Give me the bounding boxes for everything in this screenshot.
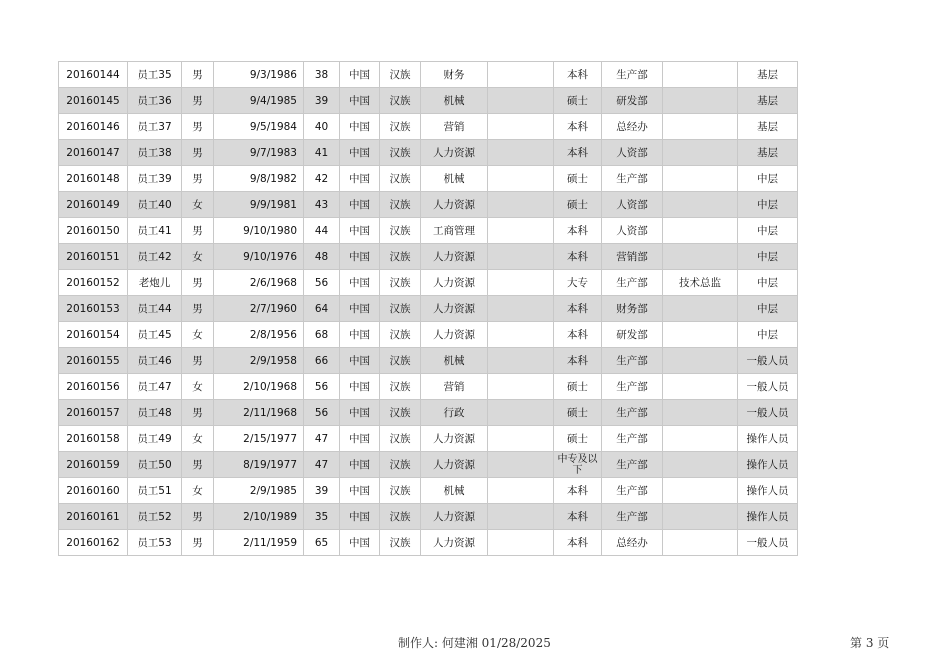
cell-employee-name: 员工42: [128, 244, 182, 270]
cell-blank: [488, 88, 554, 114]
cell-level: 操作人员: [738, 452, 798, 478]
cell-education: 本科: [554, 244, 602, 270]
table-row: [59, 166, 798, 192]
cell-age: 47: [304, 426, 340, 452]
cell-major: 工商管理: [421, 218, 488, 244]
cell-major: 人力资源: [421, 426, 488, 452]
cell-gender: 男: [182, 166, 214, 192]
cell-nationality: 中国: [340, 400, 380, 426]
cell-nationality: 中国: [340, 296, 380, 322]
cell-employee-id: 20160154: [59, 322, 128, 348]
cell-age: 44: [304, 218, 340, 244]
cell-department: 研发部: [602, 322, 663, 348]
cell-position: [663, 62, 738, 88]
cell-department: 总经办: [602, 114, 663, 140]
cell-employee-name: 员工46: [128, 348, 182, 374]
cell-department: 生产部: [602, 270, 663, 296]
cell-nationality: 中国: [340, 452, 380, 478]
cell-blank: [488, 426, 554, 452]
cell-blank: [488, 374, 554, 400]
cell-birth-date: 9/9/1981: [214, 192, 304, 218]
cell-birth-date: 9/10/1976: [214, 244, 304, 270]
cell-gender: 女: [182, 426, 214, 452]
employee-table: [58, 61, 798, 556]
cell-employee-id: 20160146: [59, 114, 128, 140]
cell-nationality: 中国: [340, 270, 380, 296]
cell-blank: [488, 530, 554, 556]
cell-employee-name: 员工40: [128, 192, 182, 218]
cell-level: 中层: [738, 322, 798, 348]
cell-employee-name: 员工45: [128, 322, 182, 348]
table-row: [59, 400, 798, 426]
cell-employee-id: 20160149: [59, 192, 128, 218]
cell-gender: 男: [182, 62, 214, 88]
cell-ethnicity: 汉族: [380, 244, 421, 270]
cell-employee-id: 20160148: [59, 166, 128, 192]
cell-employee-name: 员工41: [128, 218, 182, 244]
cell-ethnicity: 汉族: [380, 140, 421, 166]
cell-gender: 男: [182, 88, 214, 114]
cell-birth-date: 2/11/1959: [214, 530, 304, 556]
cell-ethnicity: 汉族: [380, 62, 421, 88]
cell-nationality: 中国: [340, 218, 380, 244]
cell-age: 42: [304, 166, 340, 192]
cell-nationality: 中国: [340, 192, 380, 218]
cell-gender: 男: [182, 114, 214, 140]
table-row: [59, 530, 798, 556]
cell-position: [663, 504, 738, 530]
cell-education: 本科: [554, 530, 602, 556]
cell-education: 硕士: [554, 426, 602, 452]
cell-gender: 男: [182, 504, 214, 530]
cell-employee-id: 20160153: [59, 296, 128, 322]
cell-age: 35: [304, 504, 340, 530]
cell-blank: [488, 504, 554, 530]
cell-blank: [488, 296, 554, 322]
cell-employee-name: 员工37: [128, 114, 182, 140]
cell-education: 本科: [554, 348, 602, 374]
cell-employee-id: 20160158: [59, 426, 128, 452]
cell-employee-name: 员工44: [128, 296, 182, 322]
cell-nationality: 中国: [340, 166, 380, 192]
cell-education: 硕士: [554, 192, 602, 218]
cell-age: 56: [304, 374, 340, 400]
cell-major: 营销: [421, 374, 488, 400]
cell-level: 操作人员: [738, 426, 798, 452]
cell-blank: [488, 166, 554, 192]
cell-age: 39: [304, 88, 340, 114]
cell-level: 基层: [738, 114, 798, 140]
cell-ethnicity: 汉族: [380, 478, 421, 504]
cell-employee-id: 20160144: [59, 62, 128, 88]
cell-birth-date: 9/3/1986: [214, 62, 304, 88]
cell-age: 41: [304, 140, 340, 166]
cell-education: 中专及以下: [554, 452, 602, 478]
cell-ethnicity: 汉族: [380, 348, 421, 374]
cell-education: 硕士: [554, 166, 602, 192]
cell-department: 研发部: [602, 88, 663, 114]
cell-gender: 男: [182, 530, 214, 556]
cell-department: 人资部: [602, 192, 663, 218]
cell-nationality: 中国: [340, 504, 380, 530]
cell-position: 技术总监: [663, 270, 738, 296]
cell-employee-name: 员工35: [128, 62, 182, 88]
cell-education: 本科: [554, 296, 602, 322]
table-row: [59, 452, 798, 478]
cell-major: 财务: [421, 62, 488, 88]
cell-employee-id: 20160162: [59, 530, 128, 556]
cell-gender: 男: [182, 400, 214, 426]
cell-major: 营销: [421, 114, 488, 140]
table-row: [59, 478, 798, 504]
cell-ethnicity: 汉族: [380, 166, 421, 192]
cell-department: 总经办: [602, 530, 663, 556]
table-row: [59, 426, 798, 452]
cell-age: 43: [304, 192, 340, 218]
cell-employee-id: 20160157: [59, 400, 128, 426]
cell-age: 40: [304, 114, 340, 140]
cell-department: 生产部: [602, 166, 663, 192]
cell-employee-id: 20160145: [59, 88, 128, 114]
cell-level: 中层: [738, 244, 798, 270]
cell-gender: 女: [182, 374, 214, 400]
cell-major: 人力资源: [421, 244, 488, 270]
cell-gender: 男: [182, 270, 214, 296]
cell-nationality: 中国: [340, 244, 380, 270]
table-row: [59, 218, 798, 244]
cell-department: 人资部: [602, 140, 663, 166]
cell-employee-name: 员工48: [128, 400, 182, 426]
cell-level: 基层: [738, 140, 798, 166]
cell-nationality: 中国: [340, 374, 380, 400]
table-row: [59, 114, 798, 140]
cell-nationality: 中国: [340, 62, 380, 88]
cell-birth-date: 2/10/1989: [214, 504, 304, 530]
cell-nationality: 中国: [340, 478, 380, 504]
cell-major: 行政: [421, 400, 488, 426]
cell-employee-id: 20160156: [59, 374, 128, 400]
cell-department: 生产部: [602, 400, 663, 426]
cell-age: 56: [304, 400, 340, 426]
cell-level: 一般人员: [738, 530, 798, 556]
table-row: [59, 348, 798, 374]
cell-education: 本科: [554, 114, 602, 140]
table-row: [59, 374, 798, 400]
cell-major: 机械: [421, 478, 488, 504]
cell-blank: [488, 270, 554, 296]
cell-age: 48: [304, 244, 340, 270]
table-row: [59, 322, 798, 348]
cell-birth-date: 2/6/1968: [214, 270, 304, 296]
cell-department: 生产部: [602, 348, 663, 374]
cell-level: 基层: [738, 88, 798, 114]
cell-gender: 男: [182, 218, 214, 244]
table-row: [59, 270, 798, 296]
cell-department: 生产部: [602, 504, 663, 530]
cell-position: [663, 218, 738, 244]
cell-blank: [488, 62, 554, 88]
cell-gender: 男: [182, 452, 214, 478]
cell-blank: [488, 452, 554, 478]
cell-gender: 男: [182, 296, 214, 322]
cell-employee-id: 20160147: [59, 140, 128, 166]
cell-department: 营销部: [602, 244, 663, 270]
cell-birth-date: 9/8/1982: [214, 166, 304, 192]
cell-major: 人力资源: [421, 296, 488, 322]
cell-nationality: 中国: [340, 530, 380, 556]
cell-major: 机械: [421, 166, 488, 192]
cell-nationality: 中国: [340, 140, 380, 166]
cell-major: 人力资源: [421, 530, 488, 556]
cell-nationality: 中国: [340, 348, 380, 374]
cell-employee-name: 员工50: [128, 452, 182, 478]
cell-education: 本科: [554, 478, 602, 504]
cell-blank: [488, 400, 554, 426]
cell-nationality: 中国: [340, 322, 380, 348]
cell-major: 人力资源: [421, 140, 488, 166]
cell-ethnicity: 汉族: [380, 88, 421, 114]
cell-employee-name: 老炮儿: [128, 270, 182, 296]
cell-department: 生产部: [602, 62, 663, 88]
cell-position: [663, 322, 738, 348]
cell-position: [663, 452, 738, 478]
cell-major: 机械: [421, 88, 488, 114]
cell-position: [663, 374, 738, 400]
cell-level: 一般人员: [738, 400, 798, 426]
cell-major: 人力资源: [421, 504, 488, 530]
cell-blank: [488, 478, 554, 504]
cell-age: 39: [304, 478, 340, 504]
cell-position: [663, 348, 738, 374]
cell-employee-id: 20160155: [59, 348, 128, 374]
cell-education: 本科: [554, 504, 602, 530]
cell-position: [663, 88, 738, 114]
cell-employee-name: 员工38: [128, 140, 182, 166]
cell-ethnicity: 汉族: [380, 374, 421, 400]
cell-birth-date: 2/15/1977: [214, 426, 304, 452]
cell-blank: [488, 192, 554, 218]
cell-employee-id: 20160152: [59, 270, 128, 296]
cell-ethnicity: 汉族: [380, 400, 421, 426]
cell-employee-id: 20160151: [59, 244, 128, 270]
table-row: [59, 140, 798, 166]
cell-major: 机械: [421, 348, 488, 374]
cell-age: 65: [304, 530, 340, 556]
cell-birth-date: 2/9/1958: [214, 348, 304, 374]
cell-birth-date: 2/10/1968: [214, 374, 304, 400]
cell-education: 本科: [554, 140, 602, 166]
cell-employee-id: 20160159: [59, 452, 128, 478]
cell-gender: 女: [182, 478, 214, 504]
cell-position: [663, 140, 738, 166]
cell-age: 56: [304, 270, 340, 296]
cell-department: 生产部: [602, 452, 663, 478]
cell-ethnicity: 汉族: [380, 296, 421, 322]
cell-level: 基层: [738, 62, 798, 88]
cell-position: [663, 114, 738, 140]
cell-birth-date: 9/7/1983: [214, 140, 304, 166]
cell-position: [663, 530, 738, 556]
cell-major: 人力资源: [421, 270, 488, 296]
table-row: [59, 296, 798, 322]
cell-blank: [488, 348, 554, 374]
cell-education: 硕士: [554, 400, 602, 426]
cell-position: [663, 244, 738, 270]
cell-education: 本科: [554, 322, 602, 348]
cell-ethnicity: 汉族: [380, 270, 421, 296]
cell-gender: 女: [182, 322, 214, 348]
cell-nationality: 中国: [340, 88, 380, 114]
cell-department: 人资部: [602, 218, 663, 244]
cell-age: 38: [304, 62, 340, 88]
cell-employee-name: 员工39: [128, 166, 182, 192]
cell-department: 财务部: [602, 296, 663, 322]
cell-department: 生产部: [602, 426, 663, 452]
cell-ethnicity: 汉族: [380, 504, 421, 530]
cell-level: 一般人员: [738, 374, 798, 400]
table-row: [59, 62, 798, 88]
cell-blank: [488, 244, 554, 270]
cell-nationality: 中国: [340, 426, 380, 452]
cell-level: 中层: [738, 218, 798, 244]
cell-employee-id: 20160150: [59, 218, 128, 244]
cell-birth-date: 8/19/1977: [214, 452, 304, 478]
cell-level: 操作人员: [738, 504, 798, 530]
table-body: [59, 62, 798, 556]
cell-blank: [488, 322, 554, 348]
cell-blank: [488, 218, 554, 244]
cell-employee-name: 员工51: [128, 478, 182, 504]
cell-level: 中层: [738, 270, 798, 296]
cell-ethnicity: 汉族: [380, 426, 421, 452]
cell-level: 中层: [738, 192, 798, 218]
cell-major: 人力资源: [421, 452, 488, 478]
cell-birth-date: 9/5/1984: [214, 114, 304, 140]
cell-level: 一般人员: [738, 348, 798, 374]
cell-position: [663, 166, 738, 192]
cell-employee-id: 20160160: [59, 478, 128, 504]
cell-nationality: 中国: [340, 114, 380, 140]
cell-major: 人力资源: [421, 192, 488, 218]
cell-blank: [488, 140, 554, 166]
cell-department: 生产部: [602, 478, 663, 504]
cell-position: [663, 296, 738, 322]
cell-ethnicity: 汉族: [380, 452, 421, 478]
table-row: [59, 244, 798, 270]
cell-ethnicity: 汉族: [380, 114, 421, 140]
cell-level: 中层: [738, 296, 798, 322]
cell-employee-name: 员工49: [128, 426, 182, 452]
cell-birth-date: 2/11/1968: [214, 400, 304, 426]
cell-blank: [488, 114, 554, 140]
cell-birth-date: 2/7/1960: [214, 296, 304, 322]
table-row: [59, 88, 798, 114]
cell-education: 大专: [554, 270, 602, 296]
cell-position: [663, 400, 738, 426]
cell-birth-date: 9/4/1985: [214, 88, 304, 114]
cell-position: [663, 192, 738, 218]
cell-ethnicity: 汉族: [380, 192, 421, 218]
cell-age: 66: [304, 348, 340, 374]
cell-gender: 女: [182, 244, 214, 270]
cell-birth-date: 2/9/1985: [214, 478, 304, 504]
cell-gender: 男: [182, 140, 214, 166]
cell-ethnicity: 汉族: [380, 218, 421, 244]
cell-gender: 女: [182, 192, 214, 218]
cell-employee-name: 员工36: [128, 88, 182, 114]
footer-page-number: 第 3 页: [850, 636, 890, 650]
cell-gender: 男: [182, 348, 214, 374]
cell-employee-id: 20160161: [59, 504, 128, 530]
table-row: [59, 192, 798, 218]
table-row: [59, 504, 798, 530]
cell-education: 硕士: [554, 374, 602, 400]
cell-major: 人力资源: [421, 322, 488, 348]
cell-birth-date: 2/8/1956: [214, 322, 304, 348]
cell-position: [663, 426, 738, 452]
cell-ethnicity: 汉族: [380, 322, 421, 348]
cell-level: 中层: [738, 166, 798, 192]
cell-education: 本科: [554, 218, 602, 244]
cell-level: 操作人员: [738, 478, 798, 504]
cell-education: 硕士: [554, 88, 602, 114]
cell-position: [663, 478, 738, 504]
cell-employee-name: 员工53: [128, 530, 182, 556]
cell-ethnicity: 汉族: [380, 530, 421, 556]
footer-maker: 制作人: 何建湘 01/28/2025: [398, 636, 551, 650]
cell-birth-date: 9/10/1980: [214, 218, 304, 244]
cell-employee-name: 员工47: [128, 374, 182, 400]
cell-education: 本科: [554, 62, 602, 88]
cell-employee-name: 员工52: [128, 504, 182, 530]
cell-department: 生产部: [602, 374, 663, 400]
cell-age: 68: [304, 322, 340, 348]
cell-age: 47: [304, 452, 340, 478]
cell-age: 64: [304, 296, 340, 322]
